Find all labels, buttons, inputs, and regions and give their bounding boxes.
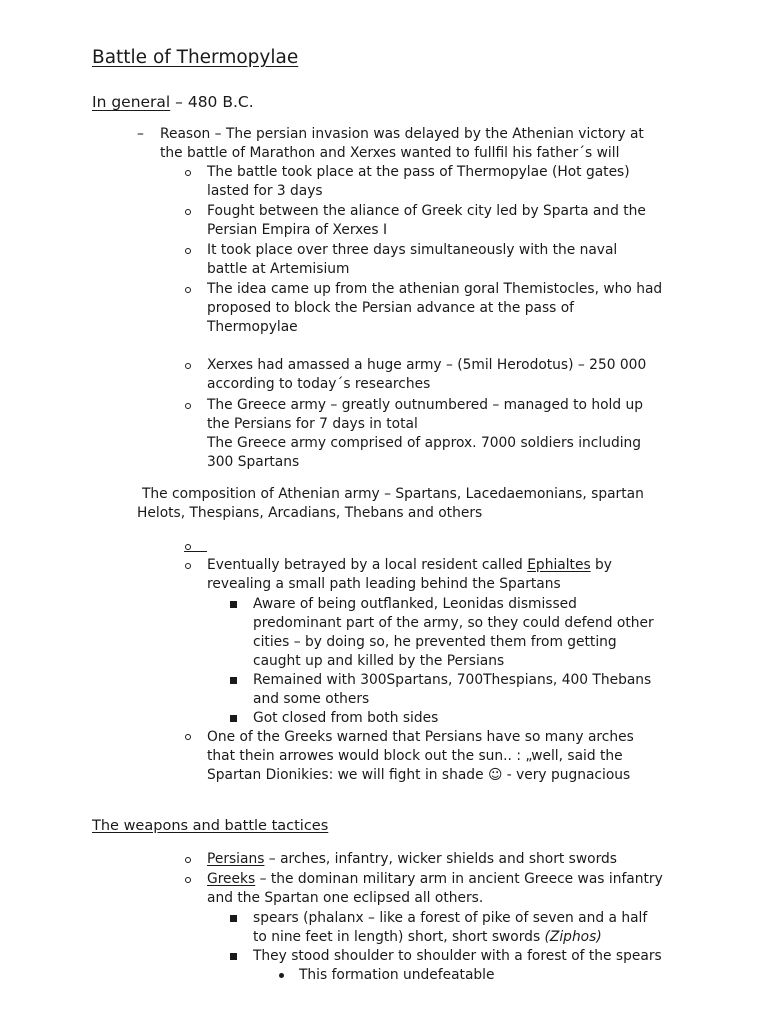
reason-line-1: Reason – The persian invasion was delayed by the Athenian victory at <box>160 126 644 142</box>
greeks-label: Greeks <box>207 871 256 887</box>
circle-bullet-icon <box>185 857 191 863</box>
bullet-1-line-1: The battle took place at the pass of Thermopylae (Hot gates) <box>207 164 630 180</box>
circle-bullet-icon <box>185 563 191 569</box>
circle-bullet-icon <box>185 403 191 409</box>
sub-bullet-2-line-2: and some others <box>253 691 370 707</box>
greeks-text: – the dominan military arm in ancient Greece was infantry <box>255 871 663 887</box>
circle-bullet-icon <box>185 248 191 254</box>
sub-bullet-2-line-1: Remained with 300Spartans, 700Thespians, 400 Thebans <box>253 672 652 688</box>
circle-bullet-icon <box>185 877 191 883</box>
bullet-8-text-post: by <box>590 557 612 573</box>
bullet-1-line-2: lasted for 3 days <box>207 183 323 199</box>
bullet-9-line-1: One of the Greeks warned that Persians have so many arches <box>207 729 634 745</box>
bullet-5-line-1: Xerxes had amassed a huge army – (5mil Herodotus) – 250 000 <box>207 357 647 373</box>
greeks-bullet-line-2: and the Spartan one eclipsed all others. <box>207 890 484 906</box>
bullet-4-line-2: proposed to block the Persian advance at the pass of <box>207 300 575 316</box>
ziphos-italic: (Ziphos) <box>544 929 602 945</box>
bullet-6-line-2: the Persians for 7 days in total <box>207 416 418 432</box>
formation-line: This formation undefeatable <box>299 967 495 983</box>
heading-underlined: In general <box>92 93 171 111</box>
bullet-5-line-2: according to today´s researches <box>207 376 431 392</box>
sub-bullet-3-line-1: Got closed from both sides <box>253 710 439 726</box>
composition-line-1: The composition of Athenian army – Spartans, Lacedaemonians, spartan <box>142 486 644 502</box>
sub-bullet-1-line-4: caught up and killed by the Persians <box>253 653 505 669</box>
circle-bullet-icon <box>185 170 191 176</box>
spears-line-2-text: to nine feet in length) short, short swords <box>253 929 545 945</box>
page-title: Battle of Thermopylae <box>92 47 299 68</box>
bullet-9-line-3: Spartan Dionikies: we will fight in shade ☺ - very pugnacious <box>207 767 631 783</box>
sub-bullet-1-line-2: predominant part of the army, so they could defend other <box>253 615 654 631</box>
persians-bullet <box>207 850 617 870</box>
bullet-4-line-3: Thermopylae <box>207 319 298 335</box>
bullet-8-line-2: revealing a small path leading behind the Spartans <box>207 576 561 592</box>
bullet-2-line-2: Persian Empira of Xerxes I <box>207 222 388 238</box>
bullet-8-line-1 <box>207 556 612 576</box>
bullet-8-text-pre: Eventually betrayed by a local resident called <box>207 557 528 573</box>
spears-line-2 <box>253 928 602 948</box>
composition-line-2: Helots, Thespians, Arcadians, Thebans and others <box>137 505 483 521</box>
square-bullet-icon <box>230 715 237 722</box>
empty-underline <box>184 551 207 552</box>
bullet-6-line-3: The Greece army comprised of approx. 7000 soldiers including <box>207 435 642 451</box>
ephialtes-name: Ephialtes <box>527 557 591 573</box>
bullet-9-line-2: that thein arrowes would block out the sun.. : „well, said the <box>207 748 623 764</box>
circle-bullet-icon <box>185 287 191 293</box>
circle-bullet-icon <box>185 734 191 740</box>
section-heading-weapons <box>92 817 328 837</box>
bullet-6-line-4: 300 Spartans <box>207 454 300 470</box>
square-bullet-icon <box>230 601 237 608</box>
reason-line-2: the battle of Marathon and Xerxes wanted to fullfil his father´s will <box>160 145 620 161</box>
dot-bullet-icon <box>279 973 284 978</box>
bullet-4-line-1: The idea came up from the athenian goral Themistocles, who had <box>207 281 663 297</box>
weapons-heading-text: The weapons and battle tactices <box>92 818 329 834</box>
heading-date: – 480 B.C. <box>170 93 254 111</box>
square-bullet-icon <box>230 677 237 684</box>
persians-text: – arches, infantry, wicker shields and short swords <box>264 851 617 867</box>
greeks-bullet-line-1 <box>207 870 663 890</box>
circle-bullet-icon <box>185 363 191 369</box>
shoulder-line: They stood shoulder to shoulder with a forest of the spears <box>253 948 662 964</box>
circle-bullet-icon <box>185 209 191 215</box>
dash-marker: – <box>137 126 144 142</box>
persians-label: Persians <box>207 851 265 867</box>
bullet-3-line-1: It took place over three days simultaneously with the naval <box>207 242 618 258</box>
section-heading-in-general <box>92 92 254 112</box>
bullet-2-line-1: Fought between the aliance of Greek city led by Sparta and the <box>207 203 646 219</box>
bullet-3-line-2: battle at Artemisium <box>207 261 350 277</box>
sub-bullet-1-line-3: cities – by doing so, he prevented them from getting <box>253 634 617 650</box>
square-bullet-icon <box>230 953 237 960</box>
bullet-6-line-1: The Greece army – greatly outnumbered – managed to hold up <box>207 397 644 413</box>
spears-line-1: spears (phalanx – like a forest of pike of seven and a half <box>253 910 648 926</box>
square-bullet-icon <box>230 915 237 922</box>
circle-bullet-icon <box>185 544 191 550</box>
sub-bullet-1-line-1: Aware of being outflanked, Leonidas dismissed <box>253 596 577 612</box>
